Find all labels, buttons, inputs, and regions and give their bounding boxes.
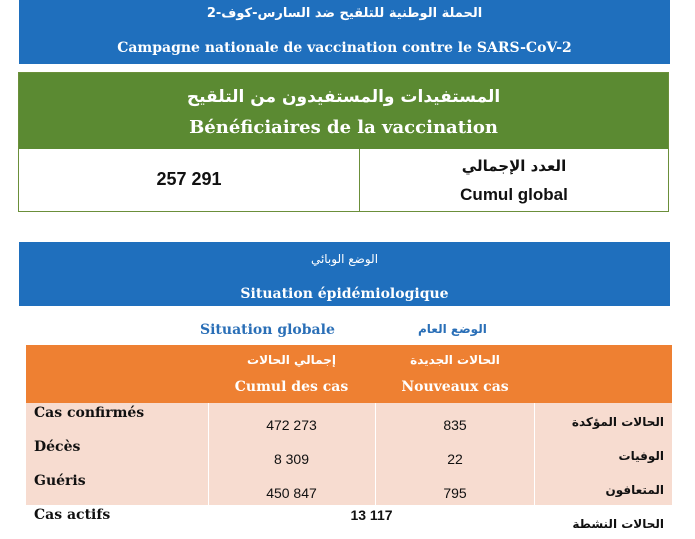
- situation-title-fr: Situation épidémiologique: [240, 286, 449, 302]
- table-row-recovered: [26, 471, 672, 505]
- vaccination-box: [18, 72, 669, 212]
- row-cumul-value: 8 309: [273, 451, 310, 467]
- vaccination-title-fr: Bénéficiaires de la vaccination: [189, 117, 498, 138]
- row-label-fr: Cas confirmés: [34, 405, 145, 421]
- global-situation-title-ar: الوضع العام: [418, 322, 487, 336]
- campaign-banner: [19, 0, 670, 64]
- global-situation-title-fr: Situation globale: [200, 322, 335, 338]
- row-label-fr: Décès: [34, 439, 81, 455]
- row-active-value: 13 117: [350, 507, 393, 523]
- campaign-title-ar: الحملة الوطنية للتلقيح ضد السارس-كوف-2: [206, 6, 483, 21]
- row-new-value: 835: [443, 417, 467, 433]
- row-label-fr: Guéris: [34, 473, 86, 489]
- situation-banner: [19, 242, 670, 306]
- cumul-label-cell: [360, 149, 668, 211]
- row-label-ar: الحالات المؤكدة: [571, 415, 664, 429]
- cumul-label-fr: Cumul global: [460, 185, 568, 204]
- col-new-header-fr: Nouveaux cas: [401, 379, 509, 395]
- col-new-header-ar: الحالات الجديدة: [410, 353, 500, 367]
- table-header: [26, 345, 672, 403]
- campaign-title-fr: Campagne nationale de vaccination contre le SARS-CoV-2: [117, 40, 572, 56]
- row-new-value: 795: [443, 485, 467, 501]
- cumul-value: 257 291: [156, 169, 222, 189]
- col-cumul-header-fr: Cumul des cas: [234, 379, 349, 395]
- table-row-deaths: [26, 437, 672, 471]
- row-cumul-value: 450 847: [266, 485, 317, 501]
- row-new-value: 22: [447, 451, 463, 467]
- row-cumul-value: 472 273: [266, 417, 317, 433]
- vaccination-title-ar: المستفيدات والمستفيدون من التلقيح: [186, 87, 501, 107]
- row-label-ar: المتعافون: [605, 483, 664, 497]
- cumul-label-ar: العدد الإجمالي: [461, 157, 567, 175]
- row-label-fr: Cas actifs: [34, 507, 111, 523]
- table-row-confirmed: [26, 403, 672, 437]
- table-row-active: [26, 505, 672, 539]
- vaccination-header: [19, 73, 668, 149]
- cumul-value-cell: [19, 149, 360, 211]
- row-label-ar: الوفيات: [618, 449, 664, 463]
- row-label-ar: الحالات النشطة: [572, 517, 664, 531]
- situation-title-ar: الوضع الوبائي: [310, 252, 379, 266]
- col-cumul-header-ar: إجمالي الحالات: [247, 353, 336, 367]
